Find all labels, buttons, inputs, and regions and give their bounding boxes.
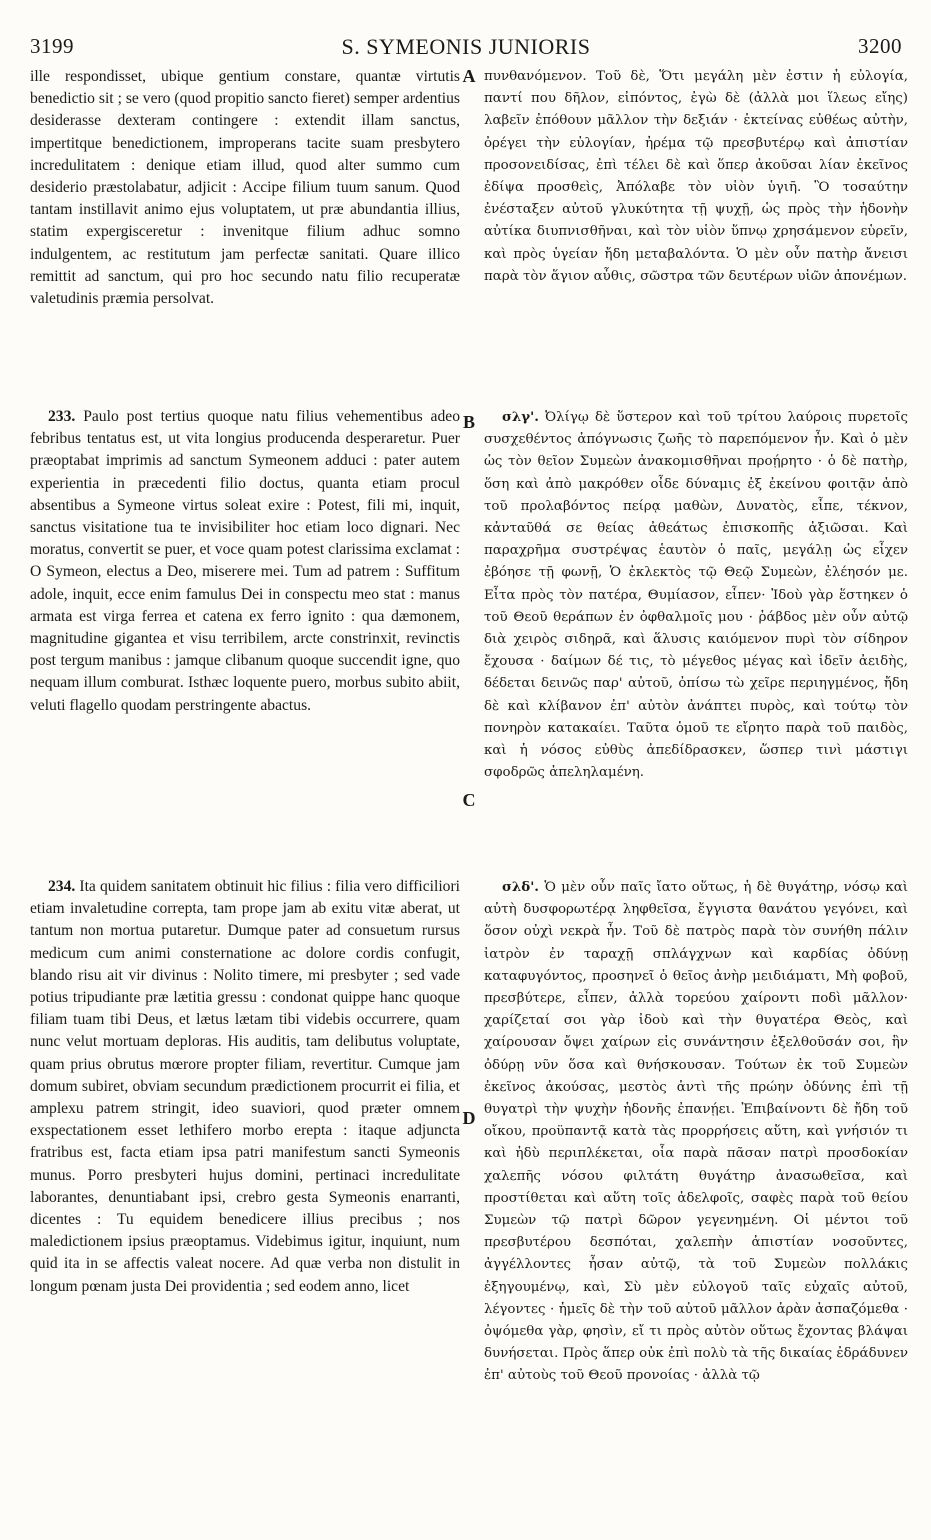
paragraph-number: σλγ'. <box>502 409 539 425</box>
greek-paragraph-234 <box>484 876 908 1388</box>
column-number-right: 3200 <box>858 34 902 58</box>
marker-a: A <box>462 66 476 86</box>
latin-paragraph-233 <box>30 406 460 717</box>
page-title: S. SYMEONIS JUNIORIS <box>341 34 591 59</box>
column-number-left: 3199 <box>30 34 74 58</box>
greek-paragraph-text: Ὀλίγῳ δὲ ὕστερον καὶ τοῦ τρίτου λαύροις πυρετοῖς συσχεθέντος ἀπόγνωσις ζωῆς τὸ παρεπόμενον ἦν. Καὶ ὁ μὲν ὡς τὸν θεῖον Συμεὼν ἀνακομισθῆναι προῄρητο · ὁ δὲ πατὴρ, ὅση καὶ ἀπὸ μακρόθεν οἶδε δύναμις ἐξ ἐκείνου φοιτᾷν ἀπὸ τοῦ προλαβόντος πείρᾳ μαθὼν, Δυνατὸς, εἶπε, τέκνον, κἀνταῦθά σε θείας ἀθεάτως ἐπισκοπῆς ἀξιῶσαι. Καὶ παραχρῆμα συστρέψας ἑαυτὸν ὁ παῖς, μεγάλῃ ὡς εἶχεν ἐβόησε τῇ φωνῇ, Ὁ ἐκλεκτὸς τῷ Θεῷ Συμεὼν, ἐλέησόν με. Εἶτα πρὸς τὸν πατέρα, Θυμίασον, εἶπεν· Ἰδοὺ γὰρ ἕστηκεν ὁ τοῦ Θεοῦ θεράπων ἐν ὀφθαλμοῖς μου · ῥάβδος μὲν οὖν αὐτῷ διὰ χειρὸς σιδηρᾶ, καὶ ἅλυσις καιόμενον πυρὶ τὸν σίδηρον ἔχουσα · δαίμων δέ τις, τὸ μέγεθος μέγας καὶ ἰδεῖν ἀειδὴς, δέδεται δεινῶς παρ' αὐτοῦ, ὀπίσω τὼ χεῖρε περιηγμένος, ἤδη δὲ καὶ κλίβανον ἐπ' αὐτὸν ἀνάπτει πυρὸς, καὶ τούτῳ τὸν πονηρὸν κατακαίει. Ταῦτα ὁμοῦ τε εἴρητο παρὰ τοῦ παιδὸς, καὶ ἡ νόσος εὐθὺς ἀπεδίδρασκεν, ὥσπερ τινὶ μάστιγι σφοδρῶς ἀπεληλαμένη. <box>484 410 908 781</box>
latin-paragraph-continuation <box>30 66 460 310</box>
latin-paragraph-text: Ita quidem sanitatem obtinuit hic filius : filia vero difficiliori etiam invaletudine correpta, tam prope jam ab exitu vitæ aberat, ut tantum non mortua putaretur. Dumque pater ad consuetum rursus medicum cum animi consternatione ac dolore cordis confugit, blando risu ait vir divinus : Nolito timere, mi presbyter ; sed vade potius tripudiante præ lætitia gressu : condonat quippe hanc quoque filiam tuam tibi Deus, et lætus lætam tibi videbis occurrere, quam nunc velut mortuam deploras. His auditis, tam delibutus voluptate, quam prius obrutus mœrore propter filiam, revertitur. Cumque jam domum subiret, obviam secundum prædictionem procurrit ei filia, et amplexu patrem stringit, ideo suaviori, quod præter omnem exspectationem esset lethifero morbo erepta : itaque adjuncta fratribus est, facta etiam ipsa patri manifestum sancti Symeonis munus. Porro presbyteri hujus domini, pertinaci incredulitate laborantes, denuntiabant ipsi, crebro gesta Symeonis enarranti, dicentes : Tu equidem benedicere illius precibus ; nos maledictionem ipsius præoptamus. Videbimus igitur, inquiunt, num quid ita in se affectis valeat nocere. Ad quæ verba non distulit in longum pœnam justa Dei providentia ; sed eodem anno, licet <box>30 878 460 1295</box>
marker-c: C <box>462 790 476 810</box>
paragraph-number: σλδ'. <box>502 879 539 895</box>
latin-paragraph-text: Paulo post tertius quoque natu filius vehementibus adeo febribus tentatus est, ut vita longius producenda desperaretur. Puer præoptabat imprimis ad sanctum Symeonem adduci : pater autem experientia in præcedenti filio doctus, quanta etiam procul absentibus a Symeone virtus soleat exire : Potest, fili mi, inquit, sanctus visitatione tua te invisibiliter hoc etiam loco dignari. Nec moratus, convertit se puer, et voce quam potest clarissima exclamat : O Symeon, electus a Deo, miserere mei. Tum ad patrem : Suffitum adole, inquit, ecce enim famulus Dei in conspectu meo stat : manus armata est virga ferrea et catena ex ferro ignito : qua dæmonem, magnitudine gigantea et visu terribilem, arcte constrinxit, revinctis post tergum manibus : jamque clibanum quoque succendit igne, quo nequam illum comburat. Isthæc loquente puero, morbus subito abiit, veluti flagello quodam perstringente abactus. <box>30 408 460 714</box>
marker-b: B <box>462 412 475 432</box>
latin-paragraph-234 <box>30 876 460 1298</box>
greek-paragraph-text: πυνθανόμενον. Τοῦ δὲ, Ὅτι μεγάλη μὲν ἐστιν ἡ εὐλογία, παντί που δῆλον, εἰπόντος, ἐγὼ δὲ (ἀλλὰ μοι ἵλεως εἴης) λαβεῖν ἐπόθουν μᾶλλον τὴν δεξιάν · ἐκτείνας εὐθέως αὐτὴν, ὀρέγει τὴν εὐλογίαν, ἠρέμα τῷ πρεσβυτέρῳ καὶ ἀπιστίαν προσονειδίσας, ἐπὶ τέλει δὲ καὶ ὅπερ ἀκοῦσαι λίαν ἐκεῖνος ἐδίψα προσθεὶς, Ἀπόλαβε τὸν υἱὸν ὑγιῆ. Ὃ τοσαύτην ἐνέσταξεν αὐτοῦ γλυκύτητα τῇ ψυχῇ, ὡς πρὸς τὴν ἡδονὴν αὐτίκα διυπνισθῆναι, καὶ τὸν υἱὸν ὕπνῳ χρησάμενον εὑρεῖν, καὶ πρὸς ὑγείαν ἤδη μεταβαλόντα. Ὁ μὲν οὖν πατὴρ ἄνεισι παρὰ τὸν ἅγιον αὖθις, σῶστρα τῶν δευτέρων υἱῶν ἀπονέμων. <box>484 69 908 284</box>
paragraph-number: 234. <box>48 878 76 895</box>
greek-paragraph-233 <box>484 406 908 784</box>
greek-paragraph-continuation <box>484 66 908 288</box>
greek-paragraph-text: Ὁ μὲν οὖν παῖς ἴατο οὕτως, ἡ δὲ θυγάτηρ, νόσῳ καὶ αὐτὴ δυσφορωτέρᾳ ληφθεῖσα, ἔγγιστα θανάτου γεγόνει, καὶ ὅσον οὐχὶ νεκρὰ ἦν. Τοῦ δὲ πατρὸς παρὰ τὸν συνήθη πάλιν ἰατρὸν ἐν ταραχῇ σπλάγχνων καὶ καρδίας ὀδύνῃ καταφυγόντος, προσηνεῖ ὁ θεῖος ἀνὴρ μειδιάματι, Μὴ φοβοῦ, πρεσβύτερε, εἶπεν, ἀλλὰ τορεύου χαίροντι ποδὶ μᾶλλον· χαρίζεταί σοι γὰρ ἰδοὺ καὶ τὴν θυγατέρα Θεὸς, καὶ χαίρουσαν ὄψει χαίρων εἰς συνάντησιν ἐξελθοῦσάν σοι, ἣν ὀδύρῃ νῦν ὅσα καὶ θνήσκουσαν. Τούτων ἐκ τοῦ Συμεὼν ἐκεῖνος ἀκούσας, μεστὸς ἀντὶ τῆς πρώην ὀδύνης ἐπὶ τῇ θυγατρὶ τὴν ψυχὴν ἡδονῆς ἐπανῄει. Ἐπιβαίνοντι δὲ ἤδη τοῦ οἴκου, προϋπαντᾷ κατὰ τὰς προρρήσεις αὕτη, καὶ γνήσιόν τι καὶ ἡδὺ περιπλέκεται, οἷα παρὰ πᾶσαν πατρὶ προσδοκίαν χαλεπῆς νόσου φιλτάτη θυγάτηρ ἀνασωθεῖσα, καὶ προστίθεται καὶ αὕτη τοῖς ἀδελφοῖς, σαφὲς παρὰ τοῦ θείου Συμεὼν τῷ πατρὶ δῶρον γεγενημένη. Οἱ μέντοι τοῦ πρεσβυτέρου δεσπόται, χαλεπὴν ἀπιστίαν νοσοῦντες, ἀγγέλλοντες ἦσαν αὐτῷ, τὰ τοῦ Συμεὼν πολλάκις ἐξηγουμένῳ, καὶ, Σὺ μὲν εὐλογοῦ ταῖς εὐχαῖς αὐτοῦ, λέγοντες · ἡμεῖς δὲ τὴν τοῦ αὐτοῦ μᾶλλον ἀρὰν ἀσπαζόμεθα · ὀψόμεθα γὰρ, φησὶν, εἴ τι πρὸς αὐτὸν οὕτως ἔχοντας βλάψαι δυνήσεται. Πρὸς ἅπερ οὐκ ἐπὶ πολὺ τὰ τῆς δικαίας ἐδράδυνεν ἐπ' αὐτοὺς τοῦ Θεοῦ προνοίας · ἀλλὰ τῷ <box>484 880 908 1384</box>
paragraph-number: 233. <box>48 408 76 425</box>
page-header <box>22 34 910 64</box>
latin-paragraph-text: ille respondisset, ubique gentium constare, quantæ virtutis benedictio sit ; se vero (quod propitio sancto fieret) semper ardentius desiderasse dexteram contingere : extendit illam sanctus, impertitque benedictionem, improperans tacite suam presbytero incredulitatem : denique etiam illud, quod alter summo cum desiderio præstolabatur, adjicit : Accipe filium tuum sanum. Quod tantam instillavit animo ejus voluptatem, ut præ abundantia illius, statim expergisceretur : invenitque filium adhuc somno indulgentem, ac restitutum jam perfectæ sanitati. Quare illico remittit ad sanctum, qui pro hoc secundo natu filio recuperatæ valetudinis præmia persolvat. <box>30 68 460 308</box>
marker-d: D <box>462 1108 476 1128</box>
